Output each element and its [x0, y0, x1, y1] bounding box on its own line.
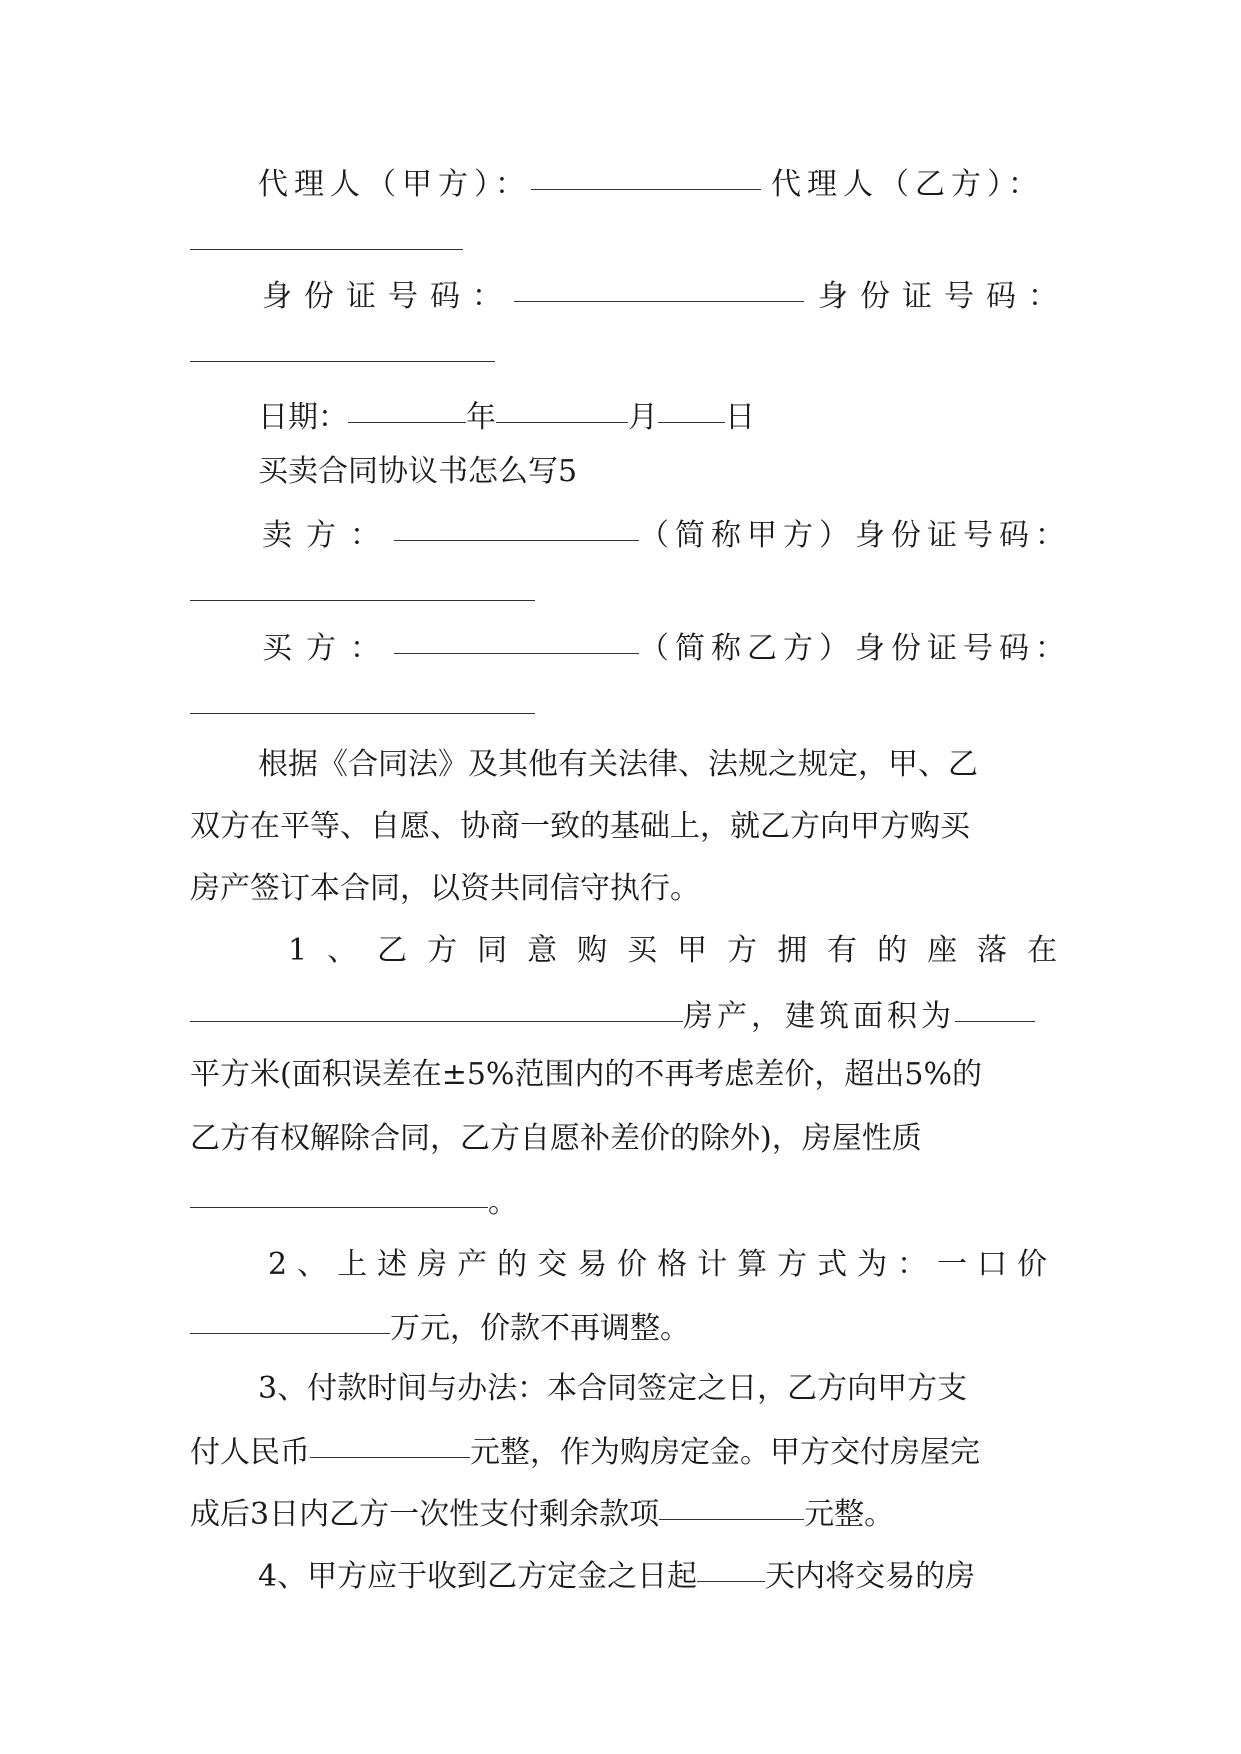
clause-1-line-4: 乙方有权解除合同，乙方自愿补差价的除外)，房屋性质	[190, 1121, 922, 1156]
clause-2-line-2	[190, 1307, 1050, 1349]
clause-1-nature-blank[interactable]	[190, 1177, 488, 1208]
section-title: 买卖合同协议书怎么写5	[258, 454, 578, 489]
clause-4-days-blank[interactable]	[697, 1551, 765, 1582]
date-day-blank[interactable]	[658, 392, 725, 423]
clause-3-line-3	[190, 1493, 1050, 1535]
clause-1-line-2	[190, 995, 1050, 1037]
clause-1-location-blank[interactable]	[190, 991, 683, 1022]
seller-label: 卖方：	[262, 518, 394, 553]
clause-1-line-5-end: 。	[488, 1185, 518, 1220]
clause-1-line-3: 平方米(面积误差在±5%范围内的不再考虑差价，超出5%的	[190, 1057, 983, 1092]
clause-3-balance-blank[interactable]	[659, 1489, 804, 1520]
date-year-label: 年	[466, 400, 496, 435]
clause-2-line-2-end: 万元，价款不再调整。	[390, 1311, 690, 1346]
buyer-abbr: （简称乙方）身份证号码：	[639, 631, 1071, 666]
seller-line	[262, 514, 1071, 556]
clause-1-area-blank[interactable]	[955, 991, 1035, 1022]
clause-3-line-2-start: 付人民币	[190, 1435, 310, 1470]
agent-party-b-blank[interactable]	[190, 249, 463, 250]
agent-party-b-label: 代理人（乙方）：	[771, 167, 1044, 202]
date-line	[258, 396, 1118, 438]
clause-1-line-1: 1、乙方同意购买甲方拥有的座落在	[288, 933, 1078, 968]
date-year-blank[interactable]	[348, 392, 466, 423]
date-month-blank[interactable]	[496, 392, 628, 423]
clause-1-line-2-text: 房产，建筑面积为	[683, 999, 955, 1034]
clause-3-line-3-end: 元整。	[804, 1497, 895, 1532]
clause-3-line-3-start: 成后3日内乙方一次性支付剩余款项	[190, 1497, 660, 1532]
clause-1-line-5	[190, 1181, 1050, 1223]
clause-3-line-2-end: 元整，作为购房定金。甲方交付房屋完	[470, 1435, 980, 1470]
clause-4-line-1-start: 4、甲方应于收到乙方定金之日起	[258, 1559, 698, 1594]
id-a-blank[interactable]	[514, 271, 804, 302]
clause-2-line-1: 2、上述房产的交易价格计算方式为：一口价	[268, 1247, 1058, 1282]
clause-3-line-2	[190, 1431, 1050, 1473]
agent-party-a-label: 代理人（甲方）：	[258, 167, 531, 202]
buyer-name-blank[interactable]	[394, 623, 639, 654]
agent-line	[258, 163, 1050, 205]
seller-abbr: （简称甲方）身份证号码：	[639, 518, 1071, 553]
seller-name-blank[interactable]	[394, 510, 639, 541]
id-label-a: 身份证号码：	[262, 279, 514, 314]
date-label: 日期：	[258, 400, 348, 435]
seller-id-blank[interactable]	[190, 600, 535, 601]
id-b-blank[interactable]	[190, 361, 495, 362]
agent-party-a-blank[interactable]	[531, 159, 761, 190]
clause-4-line-1-end: 天内将交易的房	[765, 1559, 976, 1594]
intro-line-2: 双方在平等、自愿、协商一致的基础上，就乙方向甲方购买	[190, 809, 970, 844]
buyer-label: 买方：	[262, 631, 394, 666]
buyer-id-blank[interactable]	[190, 713, 535, 714]
clause-3-line-1: 3、付款时间与办法：本合同签定之日，乙方向甲方支	[258, 1371, 968, 1406]
id-line	[262, 275, 1070, 317]
intro-line-1: 根据《合同法》及其他有关法律、法规之规定，甲、乙	[258, 747, 978, 782]
clause-2-price-blank[interactable]	[190, 1303, 390, 1334]
clause-4-line-1	[258, 1555, 1118, 1597]
id-label-b: 身份证号码：	[818, 279, 1070, 314]
date-month-label: 月	[628, 400, 658, 435]
clause-3-deposit-blank[interactable]	[310, 1427, 470, 1458]
buyer-line	[262, 627, 1071, 669]
date-day-label: 日	[725, 400, 755, 435]
intro-line-3: 房产签订本合同，以资共同信守执行。	[190, 871, 700, 906]
